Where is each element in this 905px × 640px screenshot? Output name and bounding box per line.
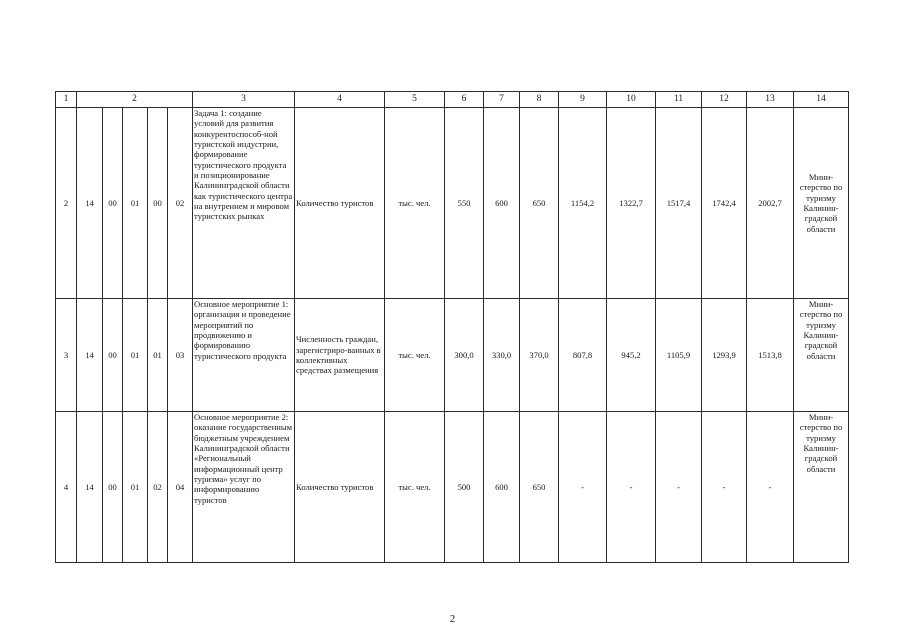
- header-cell: 10: [607, 92, 656, 108]
- task-name: Основное мероприятие 2: оказание государственным бюджетным учреждением Калининградской области «Региональный информационный центр туризма» услуг по информированию туристов: [193, 412, 295, 563]
- table-row: [56, 299, 849, 412]
- header-cell: 11: [656, 92, 702, 108]
- row-number: 3: [56, 299, 77, 412]
- value-cell: 1322,7: [607, 108, 656, 299]
- task-name: Основное мероприятие 1: организация и проведение мероприятий по продвижению и формированию туристического продукта: [193, 299, 295, 412]
- header-cell: 5: [385, 92, 445, 108]
- code-cell: 00: [148, 108, 168, 299]
- value-cell: 600: [484, 412, 520, 563]
- value-cell: 650: [520, 412, 559, 563]
- value-cell: -: [656, 412, 702, 563]
- value-cell: -: [559, 412, 607, 563]
- table-row: [56, 412, 849, 563]
- value-cell: 370,0: [520, 299, 559, 412]
- header-cell: 3: [193, 92, 295, 108]
- value-cell: -: [747, 412, 794, 563]
- value-cell: 330,0: [484, 299, 520, 412]
- value-cell: 1293,9: [702, 299, 747, 412]
- value-cell: 1517,4: [656, 108, 702, 299]
- task-name: Задача 1: создание условий для развития конкурентоспособ-ной туристской индустрии, формирование туристического продукта и позиционирование Калининградской области как туристического центра на внутреннем и мировом туристских рынках: [193, 108, 295, 299]
- executor-cell: Мини-стерство по туризму Калинин-градской области: [794, 412, 849, 563]
- header-cell: 2: [77, 92, 193, 108]
- indicator-name: Количество туристов: [295, 108, 385, 299]
- table-header-row: [56, 92, 849, 108]
- code-cell: 14: [77, 412, 103, 563]
- header-cell: 14: [794, 92, 849, 108]
- code-cell: 00: [103, 412, 123, 563]
- code-cell: 14: [77, 299, 103, 412]
- value-cell: -: [702, 412, 747, 563]
- value-cell: 945,2: [607, 299, 656, 412]
- code-cell: 02: [168, 108, 193, 299]
- value-cell: 650: [520, 108, 559, 299]
- row-number: 4: [56, 412, 77, 563]
- code-cell: 14: [77, 108, 103, 299]
- unit-cell: тыс. чел.: [385, 299, 445, 412]
- executor-cell: Мини-стерство по туризму Калинин-градской области: [794, 299, 849, 412]
- value-cell: -: [607, 412, 656, 563]
- row-number: 2: [56, 108, 77, 299]
- value-cell: 1154,2: [559, 108, 607, 299]
- value-cell: 600: [484, 108, 520, 299]
- value-cell: 2002,7: [747, 108, 794, 299]
- program-indicators-table: [55, 91, 849, 563]
- code-cell: 00: [103, 299, 123, 412]
- header-cell: 1: [56, 92, 77, 108]
- header-cell: 8: [520, 92, 559, 108]
- code-cell: 03: [168, 299, 193, 412]
- value-cell: 807,8: [559, 299, 607, 412]
- value-cell: 550: [445, 108, 484, 299]
- indicator-name: Количество туристов: [295, 412, 385, 563]
- code-cell: 04: [168, 412, 193, 563]
- value-cell: 500: [445, 412, 484, 563]
- header-cell: 6: [445, 92, 484, 108]
- value-cell: 1742,4: [702, 108, 747, 299]
- value-cell: 1513,8: [747, 299, 794, 412]
- table-row: [56, 108, 849, 299]
- header-cell: 4: [295, 92, 385, 108]
- code-cell: 01: [148, 299, 168, 412]
- value-cell: 300,0: [445, 299, 484, 412]
- code-cell: 00: [103, 108, 123, 299]
- indicator-name: Численность граждан, зарегистриро-ванных в коллективных средствах размещения: [295, 299, 385, 412]
- code-cell: 01: [123, 412, 148, 563]
- unit-cell: тыс. чел.: [385, 412, 445, 563]
- header-cell: 9: [559, 92, 607, 108]
- code-cell: 02: [148, 412, 168, 563]
- code-cell: 01: [123, 299, 148, 412]
- header-cell: 13: [747, 92, 794, 108]
- header-cell: 7: [484, 92, 520, 108]
- code-cell: 01: [123, 108, 148, 299]
- page-number: 2: [449, 613, 456, 625]
- value-cell: 1105,9: [656, 299, 702, 412]
- header-cell: 12: [702, 92, 747, 108]
- unit-cell: тыс. чел.: [385, 108, 445, 299]
- executor-cell: Мини-стерство по туризму Калинин-градской области: [794, 108, 849, 299]
